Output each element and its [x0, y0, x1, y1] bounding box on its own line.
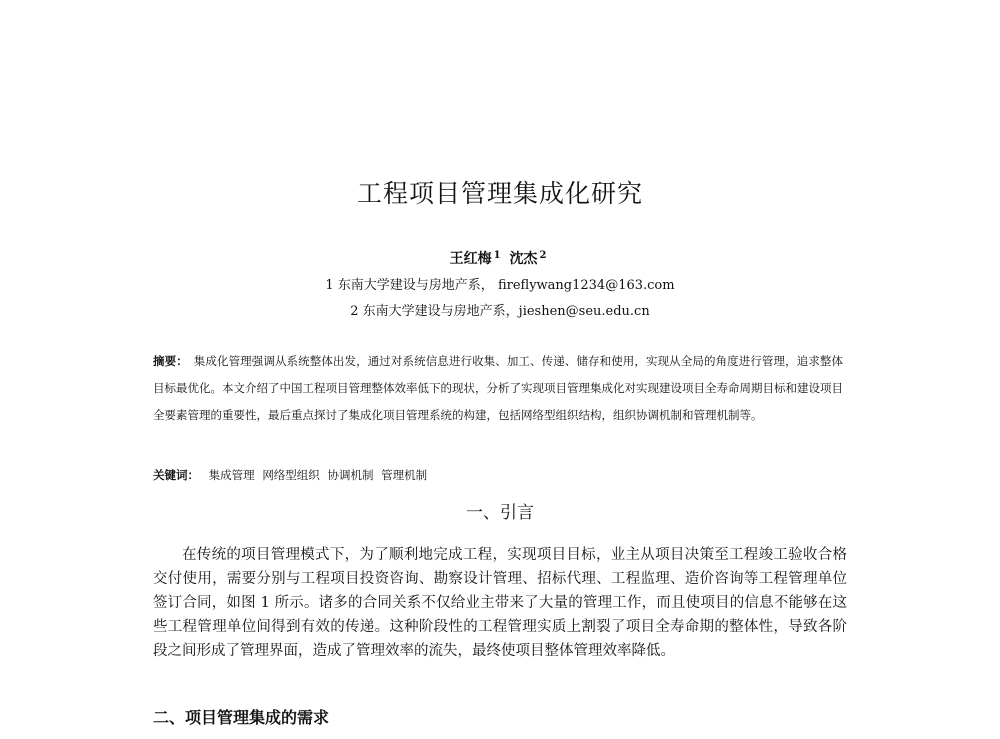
section-heading-introduction: 一、引言	[466, 503, 534, 523]
introduction-paragraph: 在传统的项目管理模式下，为了顺利地完成工程，实现项目目标，业主从项目决策至工程竣工验收合格交付使用，需要分别与工程项目投资咨询、勘察设计管理、招标代理、工程监理、造价咨询等工程管理单位签订合同，如图 1 所示。诸多的合同关系不仅给业主带来了大量的管理工作，而且使项目的信息不能够在这些工程管理单位间得到有效的传递。这种阶段性的工程管理实质上割裂了项目全寿命期的整体性，导致各阶段之间形成了管理界面，造成了管理效率的流失，最终使项目整体管理效率降低。	[153, 547, 847, 659]
keywords-label: 关键词：	[153, 468, 199, 482]
keywords	[153, 464, 843, 486]
keyword: 集成管理	[208, 468, 255, 482]
author-superscript: 1	[493, 250, 501, 261]
affiliation-2: 2 东南大学建设与房地产系，jieshen@seu.edu.cn	[350, 304, 650, 319]
author-name: 沈杰	[509, 251, 538, 267]
author-name: 王红梅	[449, 251, 492, 267]
keyword: 协调机制	[327, 468, 374, 482]
author-superscript: 2	[539, 250, 547, 261]
abstract	[153, 348, 843, 429]
author-line	[0, 246, 1000, 269]
paper-title: 工程项目管理集成化研究	[356, 179, 643, 208]
keyword: 网络型组织	[262, 468, 320, 482]
section-heading-requirements: 二、项目管理集成的需求	[153, 708, 330, 727]
keyword: 管理机制	[381, 468, 428, 482]
affiliation-1: 1 东南大学建设与房地产系， fireflywang1234@163.com	[325, 278, 675, 293]
abstract-label: 摘要：	[153, 354, 188, 368]
abstract-text: 集成化管理强调从系统整体出发，通过对系统信息进行收集、加工、传递、储存和使用，实现从全局的角度进行管理，追求整体目标最优化。本文介绍了中国工程项目管理整体效率低下的现状，分析了实现项目管理集成化对实现建设项目全寿命周期目标和建设项目全要素管理的重要性，最后重点探讨了集成化项目管理系统的构建，包括网络型组织结构，组织协调机制和管理机制等。	[153, 354, 844, 422]
